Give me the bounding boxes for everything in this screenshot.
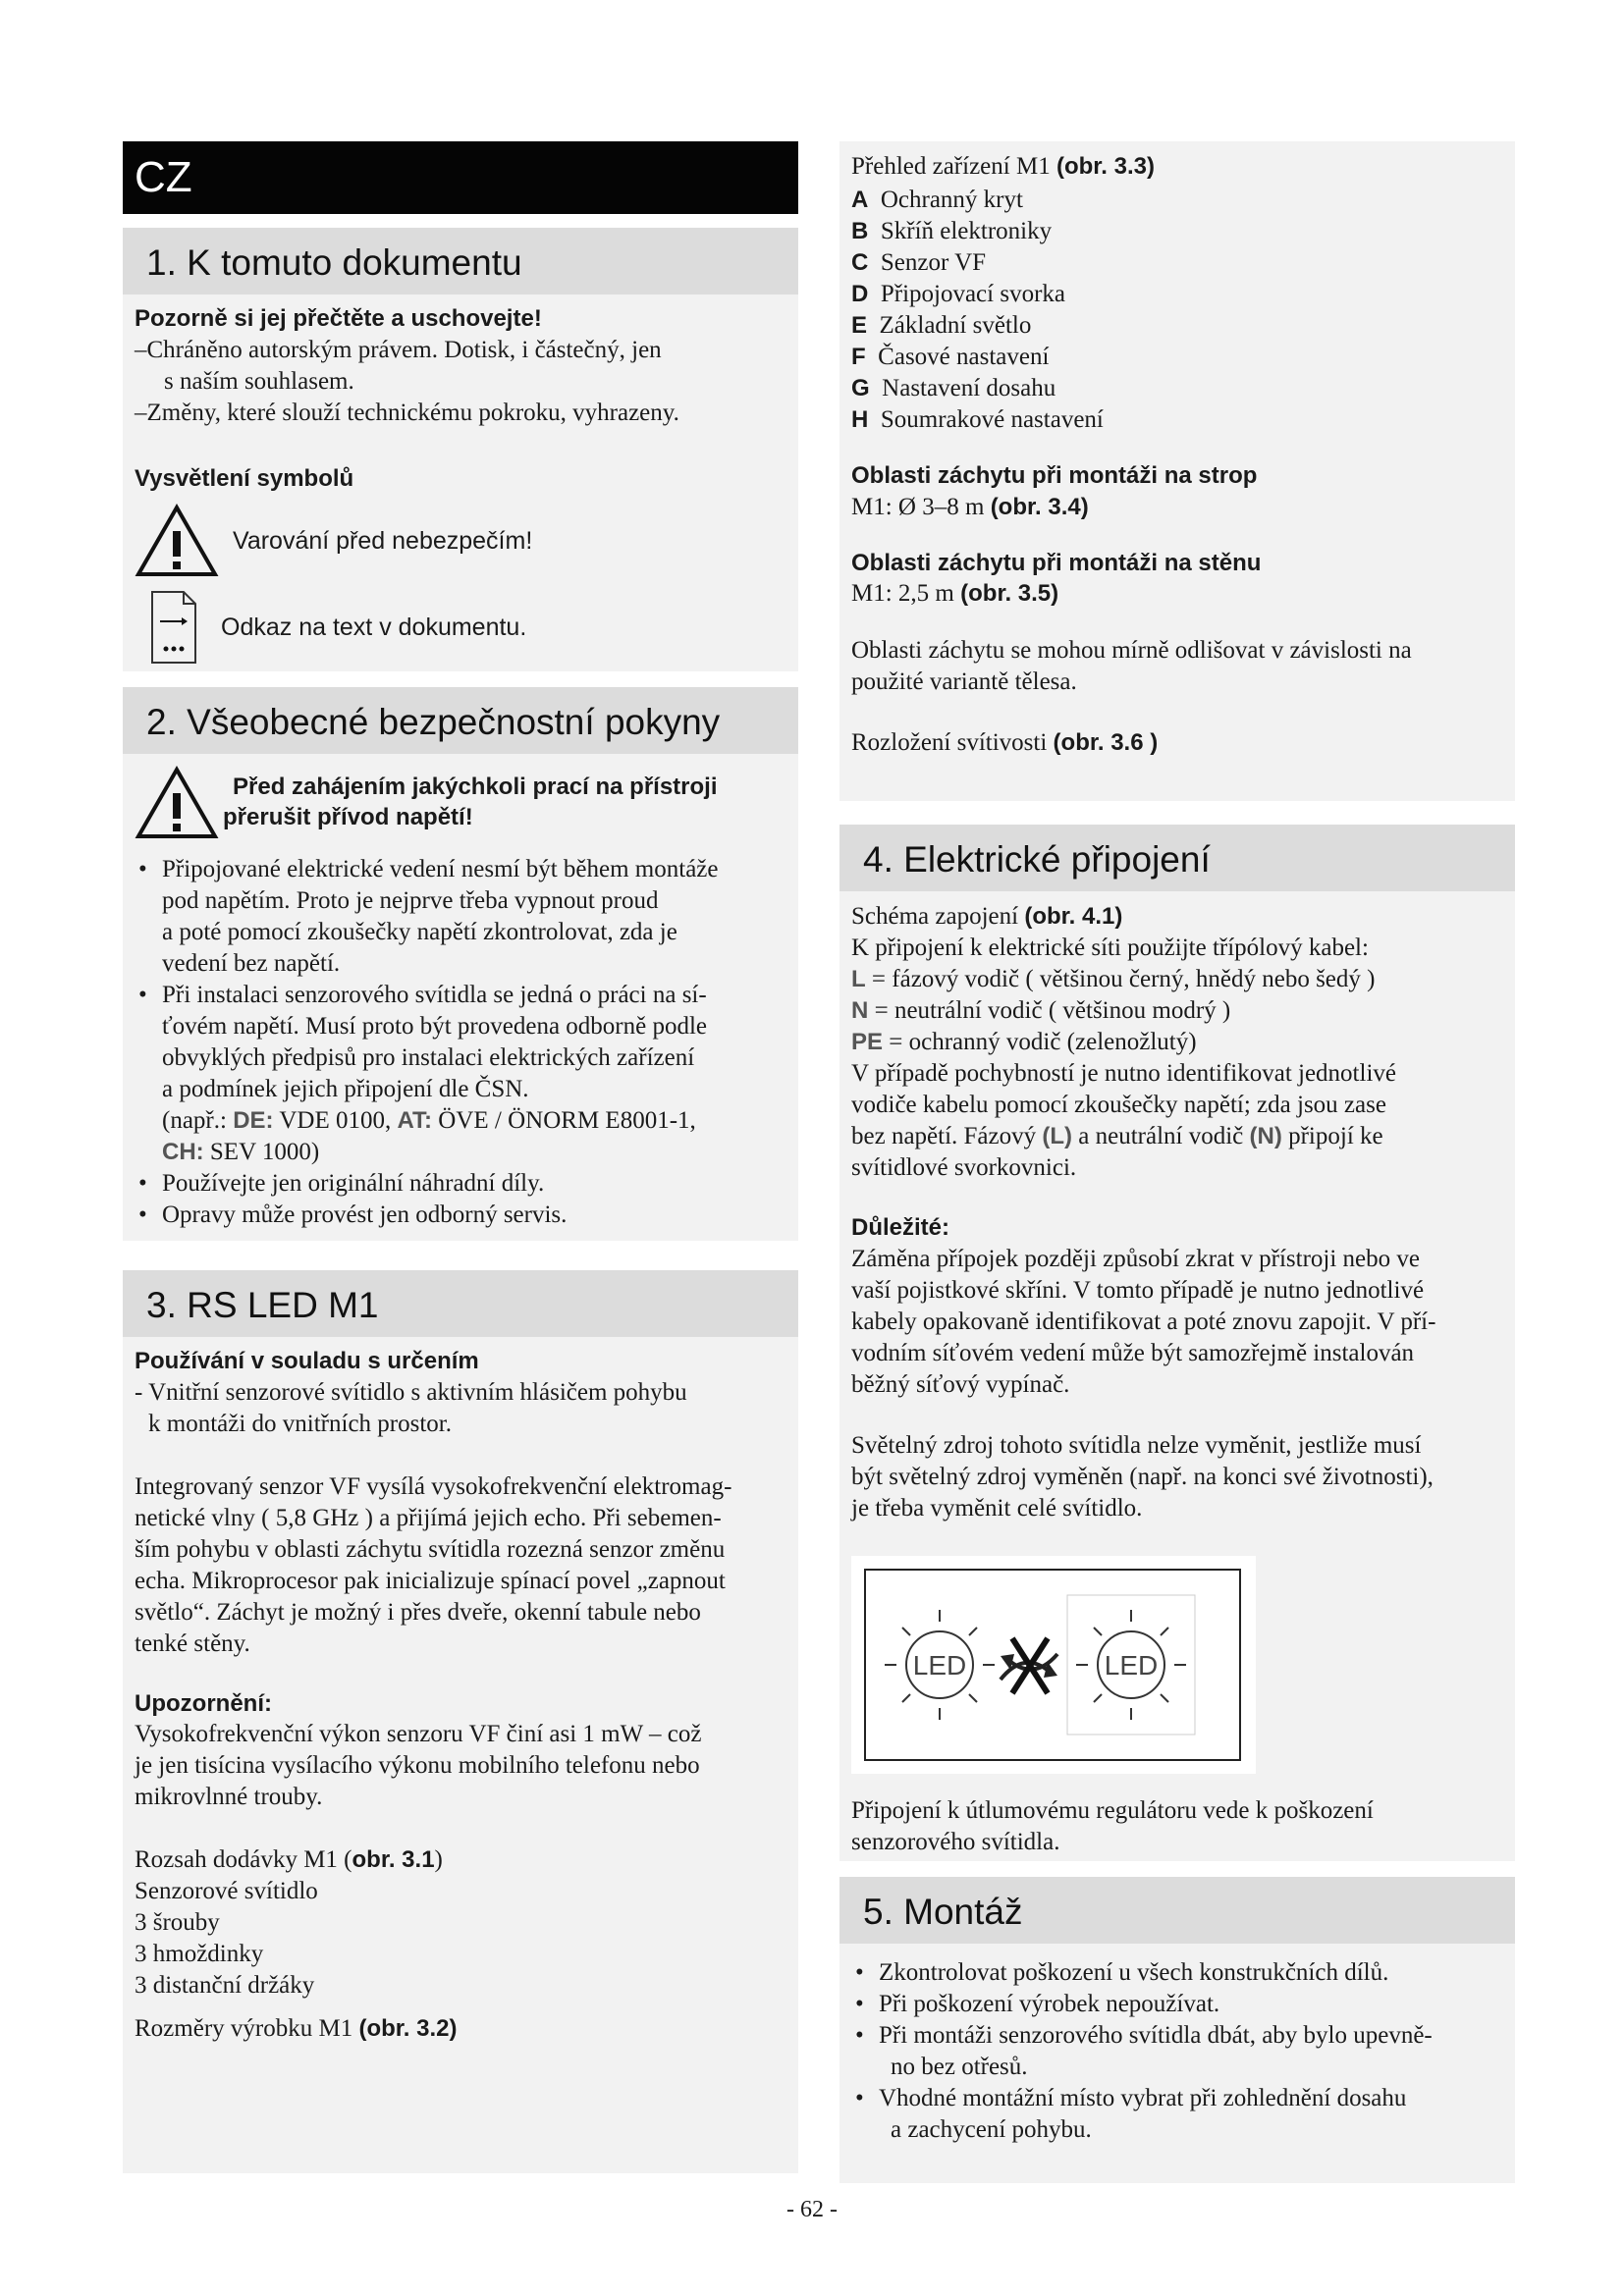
text: Přehled zařízení M1 bbox=[851, 153, 1056, 180]
item-letter: A bbox=[851, 187, 869, 213]
text-line: kabely opakovaně identifikovat a poté znovu zapojit. V pří- bbox=[851, 1308, 1436, 1335]
text-line: V případě pochybností je nutno identifikovat jednotlivé bbox=[851, 1060, 1396, 1087]
text-line: mikrovlnné trouby. bbox=[135, 1784, 323, 1811]
overview-list bbox=[851, 185, 1503, 436]
note-line: s naším souhlasem. bbox=[164, 367, 354, 395]
section-4-title: 4. Elektrické připojení bbox=[839, 825, 1515, 891]
device-overview-panel bbox=[839, 141, 1515, 801]
document-reference-icon bbox=[135, 588, 213, 667]
safety-warning-line: přerušit přívod napětí! bbox=[223, 804, 473, 830]
item-text: Připojovací svorka bbox=[880, 281, 1066, 307]
text-line bbox=[851, 1121, 1503, 1152]
ceiling-line bbox=[851, 492, 1503, 523]
country-tag-de: DE: bbox=[233, 1107, 274, 1134]
list-item-line: obvyklých předpisů pro instalaci elektrických zařízení bbox=[162, 1044, 695, 1071]
list-item bbox=[135, 1168, 786, 1200]
item-letter: H bbox=[851, 406, 869, 433]
text-line: vaší pojistkové skříni. V tomto případě je nutno jednotlivé bbox=[851, 1276, 1425, 1304]
list-item: Senzorové svítidlo bbox=[135, 1878, 318, 1905]
ceiling-heading: Oblasti záchytu při montáži na strop bbox=[851, 462, 1258, 489]
text: = ochranný vodič (zelenožlutý) bbox=[883, 1029, 1197, 1055]
text-line: Integrovaný senzor VF vysílá vysokofrekvenční elektromag- bbox=[135, 1472, 732, 1500]
note-heading: Pozorně si jej přečtěte a uschovejte! bbox=[135, 305, 542, 332]
safety-warning bbox=[135, 766, 786, 840]
list-item bbox=[135, 980, 786, 1168]
list-item-line: a zachycení pohybu. bbox=[891, 2116, 1092, 2143]
text: VDE 0100, bbox=[273, 1107, 398, 1134]
country-tag-at: AT: bbox=[397, 1107, 433, 1134]
list-item-line bbox=[162, 1105, 786, 1137]
text-line: je jen tisícina vysílacího výkonu mobilního telefonu nebo bbox=[135, 1752, 700, 1780]
item-text: Časové nastavení bbox=[878, 344, 1050, 370]
right-column bbox=[839, 141, 1515, 2183]
text: (např.: bbox=[162, 1107, 234, 1134]
safety-list bbox=[135, 854, 786, 1231]
list-item-line: pod napětím. Proto je nejprve třeba vypnout proud bbox=[162, 887, 659, 914]
list-item-line: • Při instalaci senzorového svítidla se jedná o práci na sí- bbox=[162, 982, 707, 1008]
list-item-line: • Používejte jen originální náhradní díly. bbox=[162, 1170, 545, 1197]
schema-line bbox=[851, 901, 1503, 933]
text: a neutrální vodič bbox=[1072, 1123, 1250, 1149]
section-5-title: 5. Montáž bbox=[839, 1877, 1515, 1944]
item-text: Ochranný kryt bbox=[880, 187, 1023, 213]
section-5 bbox=[839, 1877, 1515, 2183]
list-item bbox=[851, 404, 1503, 436]
text-line: vodiče kabelu pomocí zkoušečky napětí; zda jsou zase bbox=[851, 1092, 1386, 1118]
list-item bbox=[851, 1989, 1503, 2020]
text: připojí ke bbox=[1281, 1123, 1383, 1149]
item-letter: G bbox=[851, 375, 870, 401]
figure-ref: (obr. 3.6 ) bbox=[1053, 729, 1159, 757]
list-item bbox=[851, 185, 1503, 216]
list-item bbox=[851, 373, 1503, 404]
item-text: Skříň elektroniky bbox=[880, 218, 1053, 244]
wall-heading: Oblasti záchytu při montáži na stěnu bbox=[851, 549, 1262, 576]
list-item-line: a podmínek jejich připojení dle ČSN. bbox=[162, 1076, 529, 1102]
text: = neutrální vodič ( většinou modrý ) bbox=[868, 997, 1231, 1024]
warning-triangle-icon bbox=[135, 766, 219, 840]
list-item-line: ťovém napětí. Musí proto být provedena odborně podle bbox=[162, 1013, 708, 1040]
mounting-list bbox=[851, 1957, 1503, 2146]
led-figure bbox=[851, 1556, 1256, 1774]
item-letter: B bbox=[851, 218, 869, 244]
section-2-title: 2. Všeobecné bezpečnostní pokyny bbox=[123, 687, 798, 754]
figure-ref: (obr. 3.3) bbox=[1056, 153, 1155, 180]
text: Rozložení svítivosti bbox=[851, 729, 1054, 757]
list-item-line: • Při poškození výrobek nepoužívat. bbox=[879, 1991, 1220, 2017]
item-letter: E bbox=[851, 312, 868, 339]
list-item: 3 distanční držáky bbox=[135, 1972, 315, 2000]
text-line: vodním síťovém vedení může být samozřejmě instalován bbox=[851, 1339, 1415, 1366]
text: M1: 2,5 m bbox=[851, 580, 961, 608]
list-item-line: a poté pomocí zkoušečky napětí zkontrolovat, zda je bbox=[162, 919, 677, 945]
list-item-line: • Vhodné montážní místo vybrat při zohlednění dosahu bbox=[879, 2085, 1407, 2111]
list-item bbox=[851, 279, 1503, 310]
section-1 bbox=[123, 228, 798, 671]
item-text: Základní světlo bbox=[879, 312, 1032, 339]
list-item-line bbox=[162, 1137, 786, 1168]
text-line: Oblasti záchytu se mohou mírně odlišovat v závislosti na bbox=[851, 637, 1412, 665]
item-text: Soumrakové nastavení bbox=[880, 406, 1104, 433]
language-header: CZ bbox=[123, 141, 798, 214]
list-item-line: vedení bez napětí. bbox=[162, 950, 341, 977]
text-line: Připojení k útlumovému regulátoru vede k poškození bbox=[851, 1796, 1374, 1824]
wire-pe-line bbox=[851, 1027, 1503, 1058]
warning-symbol-text: Varování před nebezpečím! bbox=[233, 527, 533, 556]
description-paragraph bbox=[135, 1471, 786, 1660]
text-line: Vysokofrekvenční výkon senzoru VF činí asi 1 mW – což bbox=[135, 1721, 702, 1748]
intended-use-heading: Používání v souladu s určením bbox=[135, 1348, 479, 1374]
item-text: Senzor VF bbox=[880, 249, 987, 276]
text-line: K připojení k elektrické síti použijte třípólový kabel: bbox=[851, 934, 1369, 961]
list-item-line: • Připojované elektrické vedení nesmí být během montáže bbox=[162, 856, 719, 882]
text-line: být světelný zdroj vyměněn (např. na konci své životnosti), bbox=[851, 1463, 1434, 1490]
reference-symbol-row bbox=[135, 588, 786, 667]
text-line: Světelný zdroj tohoto svítidla nelze vyměnit, jestliže musí bbox=[851, 1431, 1422, 1459]
text: = fázový vodič ( většinou černý, hnědý nebo šedý ) bbox=[865, 966, 1376, 992]
led-not-replaceable-diagram bbox=[851, 1556, 1256, 1774]
scope-heading bbox=[135, 1844, 786, 1876]
page-number: - 62 - bbox=[786, 2197, 838, 2222]
list-item-line: no bez otřesů. bbox=[891, 2054, 1028, 2080]
text-line: Záměna přípojek později způsobí zkrat v přístroji nebo ve bbox=[851, 1245, 1420, 1272]
text-line: netické vlny ( 5,8 GHz ) a přijímá jejich echo. Při sebemen- bbox=[135, 1504, 722, 1531]
text: ) bbox=[434, 1846, 443, 1874]
left-column bbox=[123, 141, 798, 2173]
wire-tag-n: N bbox=[851, 997, 869, 1024]
distribution-line bbox=[851, 727, 1503, 759]
led-label: LED bbox=[912, 1649, 967, 1681]
important-heading: Důležité: bbox=[851, 1214, 950, 1241]
text-line: je třeba vyměnit celé svítidlo. bbox=[851, 1494, 1143, 1522]
list-item bbox=[851, 342, 1503, 373]
wire-l-line bbox=[851, 964, 1503, 995]
text-line: běžný síťový vypínač. bbox=[851, 1370, 1070, 1398]
text-line: světlo“. Záchyt je možný i přes dveře, okenní tabule nebo bbox=[135, 1598, 701, 1626]
wire-ref-n: (N) bbox=[1249, 1123, 1282, 1149]
item-text: Nastavení dosahu bbox=[882, 375, 1056, 401]
list-item bbox=[851, 247, 1503, 279]
text-line: echa. Mikroprocesor pak inicializuje spínací povel „zapnout bbox=[135, 1567, 726, 1594]
list-item bbox=[135, 854, 786, 980]
item-letter: C bbox=[851, 249, 869, 276]
list-item bbox=[851, 1957, 1503, 1989]
wire-n-line bbox=[851, 995, 1503, 1027]
section-2 bbox=[123, 687, 798, 1241]
section-4 bbox=[839, 825, 1515, 1861]
section-3-title: 3. RS LED M1 bbox=[123, 1270, 798, 1337]
list-item bbox=[851, 216, 1503, 247]
wire-tag-l: L bbox=[851, 966, 866, 992]
note-line: –Chráněno autorským právem. Dotisk, i částečný, jen bbox=[135, 336, 662, 363]
text-line: - Vnitřní senzorové svítidlo s aktivním hlásičem pohybu bbox=[135, 1378, 687, 1406]
figure-ref: (obr. 3.2) bbox=[358, 2015, 458, 2043]
figure-ref: (obr. 3.5) bbox=[960, 580, 1059, 608]
list-item bbox=[851, 2020, 1503, 2083]
text: ÖVE / ÖNORM E8001-1, bbox=[432, 1107, 696, 1134]
reference-symbol-text: Odkaz na text v dokumentu. bbox=[221, 614, 527, 642]
section-3 bbox=[123, 1270, 798, 2173]
safety-warning-line: Před zahájením jakýchkoli prací na přístroji bbox=[233, 774, 718, 801]
dimensions-line bbox=[135, 2013, 786, 2045]
text-line: k montáži do vnitřních prostor. bbox=[148, 1410, 452, 1437]
wire-ref-l: (L) bbox=[1042, 1123, 1073, 1149]
led-label: LED bbox=[1104, 1649, 1159, 1681]
country-tag-ch: CH: bbox=[162, 1139, 204, 1165]
section-1-title: 1. K tomuto dokumentu bbox=[123, 228, 798, 294]
wall-line bbox=[851, 578, 1503, 610]
text-line: ším pohybu v oblasti záchytu svítidla rozezná senzor změnu bbox=[135, 1535, 726, 1563]
figure-ref: (obr. 4.1) bbox=[1024, 903, 1123, 930]
text: SEV 1000) bbox=[203, 1139, 320, 1165]
text: Rozsah dodávky M1 ( bbox=[135, 1846, 352, 1874]
item-letter: F bbox=[851, 344, 866, 370]
list-item-line: • Zkontrolovat poškození u všech konstrukčních dílů. bbox=[879, 1959, 1389, 1986]
list-item-line: • Při montáži senzorového svítidla dbát, aby bylo upevně- bbox=[879, 2022, 1433, 2049]
text: bez napětí. Fázový bbox=[851, 1123, 1043, 1149]
wire-tag-pe: PE bbox=[851, 1029, 884, 1055]
text-line: senzorového svítidla. bbox=[851, 1828, 1060, 1855]
warning-symbol-row bbox=[135, 504, 786, 578]
text: Schéma zapojení bbox=[851, 903, 1025, 930]
note-line: –Změny, které slouží technickému pokroku, vyhrazeny. bbox=[135, 399, 679, 426]
figure-ref: obr. 3.1 bbox=[352, 1846, 435, 1874]
text-line: tenké stěny. bbox=[135, 1629, 250, 1657]
text: Rozměry výrobku M1 bbox=[135, 2015, 359, 2043]
text: M1: Ø 3–8 m bbox=[851, 493, 991, 520]
list-item bbox=[851, 2083, 1503, 2146]
list-item bbox=[135, 1200, 786, 1231]
list-item: 3 šrouby bbox=[135, 1909, 220, 1937]
notice-heading: Upozornění: bbox=[135, 1689, 272, 1717]
text-line: použité variantě tělesa. bbox=[851, 668, 1077, 696]
item-letter: D bbox=[851, 281, 869, 307]
overview-heading bbox=[851, 151, 1503, 183]
symbols-heading: Vysvětlení symbolů bbox=[135, 464, 354, 492]
list-item bbox=[851, 310, 1503, 342]
figure-ref: (obr. 3.4) bbox=[990, 493, 1089, 520]
text-line: svítidlové svorkovnici. bbox=[851, 1154, 1077, 1181]
list-item: 3 hmoždinky bbox=[135, 1941, 264, 1968]
warning-triangle-icon bbox=[135, 504, 219, 578]
list-item-line: • Opravy může provést jen odborný servis. bbox=[162, 1201, 568, 1228]
